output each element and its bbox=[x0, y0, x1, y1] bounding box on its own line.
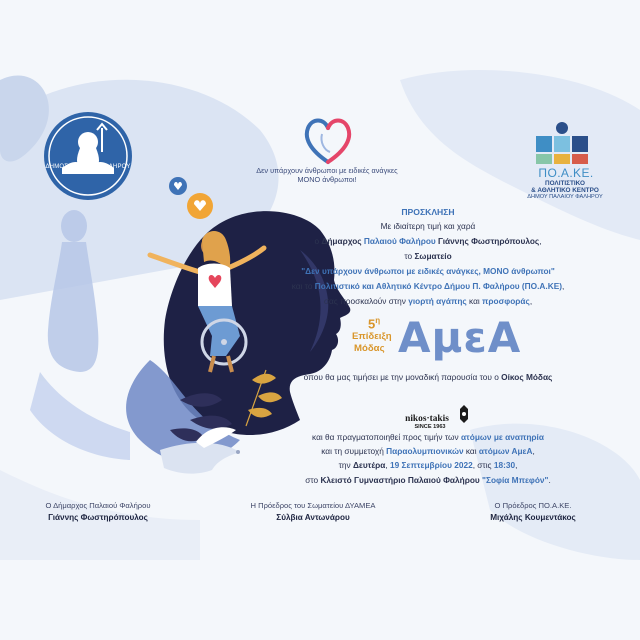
invitation-line-2: Με ιδιαίτερη τιμή και χαρά bbox=[380, 221, 476, 231]
signature-3-title: Ο Πρόεδρος ΠΟ.Α.ΚΕ. bbox=[494, 501, 572, 510]
heart-logo bbox=[300, 112, 356, 168]
details-line-2: και θα πραγματοποιηθεί προς τιμήν των ατόμων με αναπηρία bbox=[312, 432, 544, 442]
municipality-logo bbox=[40, 108, 136, 204]
event-title-line-1: Επίδειξη bbox=[352, 331, 392, 342]
details-line-4: την Δευτέρα, 19 Σεπτεμβρίου 2022, στις 18:30, bbox=[338, 460, 518, 470]
poake-subtitle-line-2: & ΑΘΛΗΤΙΚΟ ΚΕΝΤΡΟ bbox=[531, 187, 599, 194]
invitation-line-5: "Δεν υπάρχουν άνθρωποι με ειδικές ανάγκες, ΜΟΝΟ άνθρωποι" bbox=[301, 266, 555, 276]
signature-1-title: Ο Δήμαρχος Παλαιού Φαλήρου bbox=[45, 501, 151, 510]
invitation-line-3: ο Δήμαρχος Παλαιού Φαλήρου Γιάννης Φωστηρόπουλος, bbox=[314, 236, 542, 246]
invitation-title: ΠΡΟΣΚΛΗΣΗ bbox=[401, 207, 455, 217]
caption-line-2: ΜΟΝΟ άνθρωποι! bbox=[297, 175, 357, 184]
sponsor-logo-name: nikos·takis bbox=[405, 414, 449, 424]
signature-3-name: Μιχάλης Κουμεντάκος bbox=[490, 513, 576, 522]
details-line-5: στο Κλειστό Γυμναστήριο Παλαιού Φαλήρου "Σοφία Μπεφόν". bbox=[305, 475, 551, 485]
municipality-logo-label: ΔΗΜΟΣ ΠΑΛΑΙΟΥ ΦΑΛΗΡΟΥ bbox=[45, 164, 131, 170]
event-title-line-2: Μόδας bbox=[354, 343, 385, 354]
poake-municipality: ΔΗΜΟΥ ΠΑΛΑΙΟΥ ΦΑΛΗΡΟΥ bbox=[527, 194, 603, 200]
caption-line-1: Δεν υπάρχουν άνθρωποι με ειδικές ανάγκες bbox=[256, 166, 398, 175]
invitation-line-7: σας προσκαλούν στην γιορτή αγάπης και προσφοράς, bbox=[323, 296, 533, 306]
poake-subtitle-line-1: ΠΟΛΙΤΙΣΤΙΚΟ bbox=[545, 180, 585, 187]
heart-logo-caption bbox=[242, 166, 412, 184]
invitation-line-6: και το Πολιτιστικό και Αθλητικό Κέντρο Δήμου Π. Φαλήρου (ΠΟ.Α.ΚΕ), bbox=[291, 281, 565, 291]
event-brand: ΑμεΑ bbox=[398, 313, 522, 362]
signature-2-name: Σύλβια Αντωνάρου bbox=[276, 513, 350, 522]
details-line-1: όπου θα μας τιμήσει με την μοναδική παρουσία του ο Οίκος Μόδας bbox=[303, 372, 553, 382]
poake-logo bbox=[532, 120, 592, 166]
signature-1-name: Γιάννης Φωστηρόπουλος bbox=[48, 513, 148, 522]
signature-2-title: Η Πρόεδρος του Σωματείου ΔΥΑΜΕΑ bbox=[250, 501, 376, 510]
poake-title: ΠΟ.Α.ΚΕ. bbox=[538, 166, 594, 180]
bg-wave-bottomright bbox=[470, 424, 640, 560]
sponsor-emblem-icon bbox=[457, 404, 471, 424]
invitation-line-4: το Σωματείο bbox=[404, 251, 452, 261]
event-number: $5^\eta$ bbox=[368, 316, 381, 332]
sponsor-logo-since: SINCE 1963 bbox=[414, 424, 446, 430]
poake-subtitle bbox=[510, 180, 620, 194]
details-line-3: και τη συμμετοχή Παραολυμπιονικών και ατόμων ΑμεΑ, bbox=[321, 446, 535, 456]
